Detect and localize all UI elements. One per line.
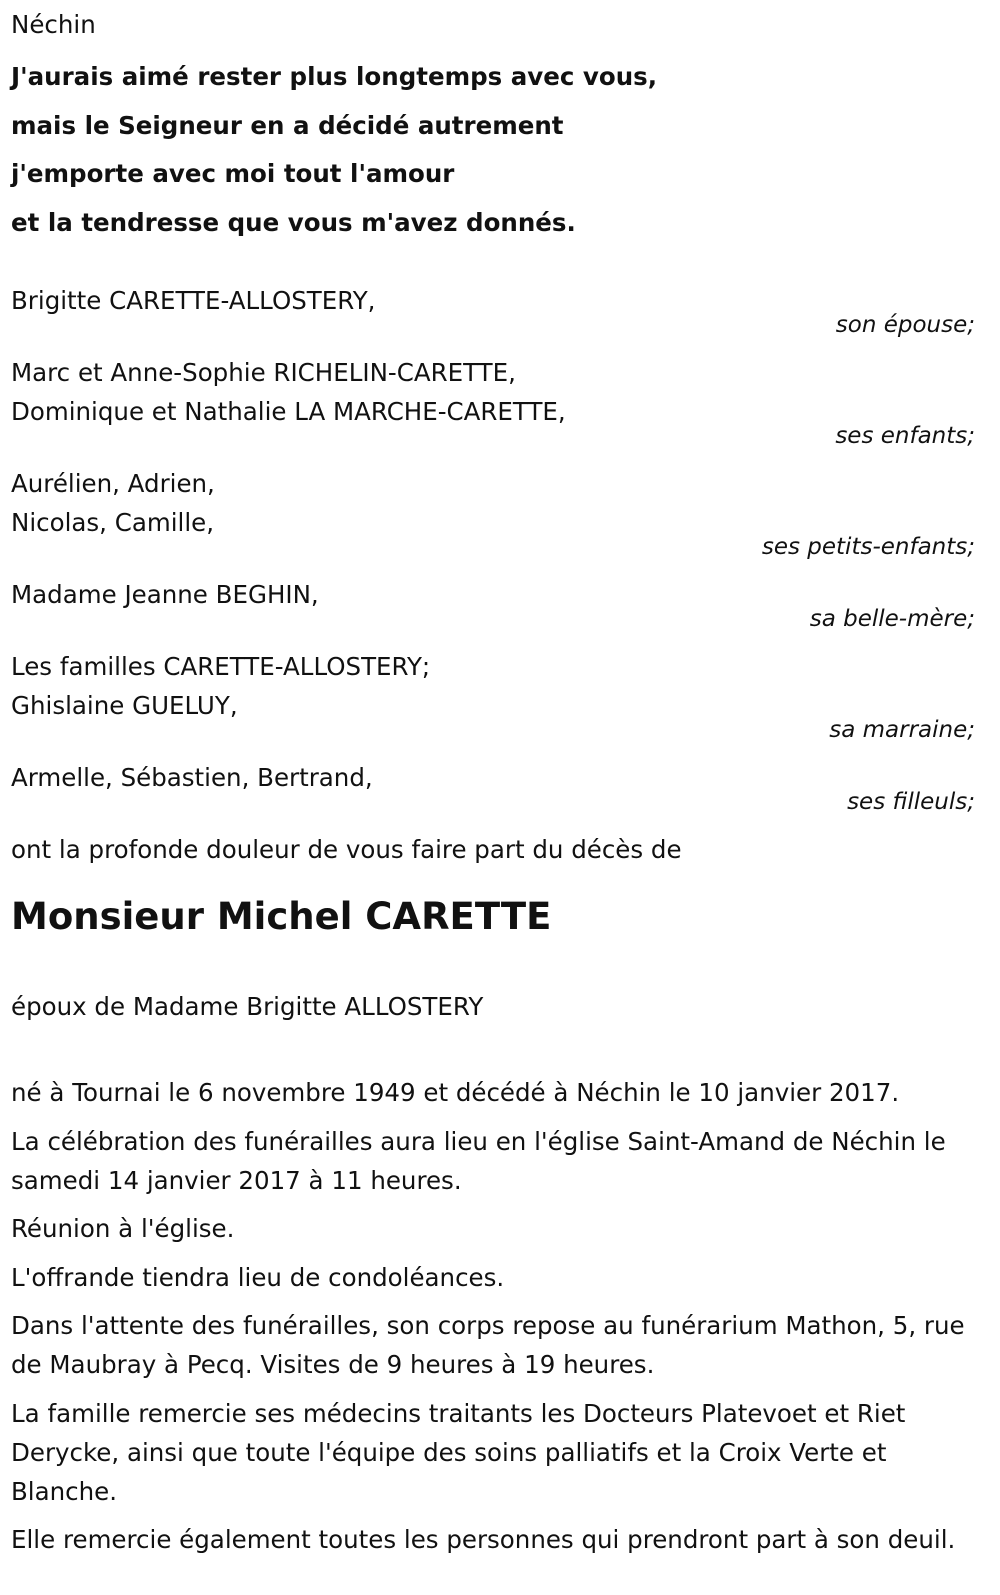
family-group-children bbox=[11, 353, 975, 448]
family-member-name: Marc et Anne-Sophie RICHELIN-CARETTE, bbox=[11, 358, 516, 387]
spouse-line: époux de Madame Brigitte ALLOSTERY bbox=[11, 992, 484, 1021]
family-role: ses petits-enfants; bbox=[761, 534, 975, 560]
deceased-name: Monsieur Michel CARETTE bbox=[11, 895, 552, 938]
family-group-spouse bbox=[11, 281, 975, 337]
family-role: sa marraine; bbox=[829, 717, 975, 743]
detail-paragraph: Elle remercie également toutes les personnes qui prendront part à son deuil. bbox=[11, 1525, 956, 1554]
family-group-grandchildren bbox=[11, 464, 975, 559]
family-member-name: Ghislaine GUELUY, bbox=[11, 691, 238, 720]
family-role: ses enfants; bbox=[835, 423, 975, 449]
poem-line: j'emporte avec moi tout l'amour bbox=[11, 159, 455, 188]
detail-paragraph: Réunion à l'église. bbox=[11, 1214, 235, 1243]
location-heading: Néchin bbox=[11, 10, 96, 39]
family-group-mother-in-law bbox=[11, 575, 975, 631]
family-member-name: Armelle, Sébastien, Bertrand, bbox=[11, 763, 373, 792]
family-member-name: Brigitte CARETTE-ALLOSTERY, bbox=[11, 286, 376, 315]
family-member-name: Dominique et Nathalie LA MARCHE-CARETTE, bbox=[11, 397, 566, 426]
detail-paragraph: La célébration des funérailles aura lieu en l'église Saint-Amand de Néchin le samedi 14 janvier 2017 à 11 heures. bbox=[11, 1126, 946, 1195]
poem-verse bbox=[11, 53, 975, 247]
family-group-godchildren bbox=[11, 758, 975, 814]
detail-paragraph: né à Tournai le 6 novembre 1949 et décédé à Néchin le 10 janvier 2017. bbox=[11, 1078, 900, 1107]
family-list bbox=[11, 281, 975, 814]
family-role: son épouse; bbox=[835, 312, 975, 338]
funeral-details bbox=[11, 1073, 975, 1559]
family-member-name: Les familles CARETTE-ALLOSTERY; bbox=[11, 652, 431, 681]
obituary-notice bbox=[11, 0, 975, 1569]
detail-paragraph: Dans l'attente des funérailles, son corps repose au funérarium Mathon, 5, rue de Maubray à Pecq. Visites de 9 heures à 19 heures. bbox=[11, 1311, 965, 1379]
poem-line: J'aurais aimé rester plus longtemps avec vous, bbox=[11, 62, 658, 91]
family-group-godmother bbox=[11, 647, 975, 742]
family-role: ses filleuls; bbox=[847, 789, 975, 815]
family-role: sa belle-mère; bbox=[809, 606, 975, 632]
detail-paragraph: L'offrande tiendra lieu de condoléances. bbox=[11, 1262, 505, 1292]
poem-line: mais le Seigneur en a décidé autrement bbox=[11, 110, 564, 140]
family-member-name: Aurélien, Adrien, bbox=[11, 469, 215, 498]
announcement-text: ont la profonde douleur de vous faire part du décès de bbox=[11, 835, 682, 864]
poem-line: et la tendresse que vous m'avez donnés. bbox=[11, 207, 576, 237]
family-member-name: Madame Jeanne BEGHIN, bbox=[11, 580, 319, 609]
detail-paragraph: La famille remercie ses médecins traitants les Docteurs Platevoet et Riet Derycke, ainsi que toute l'équipe des soins palliatifs et la Croix Verte et Blanche. bbox=[11, 1398, 906, 1506]
family-member-name: Nicolas, Camille, bbox=[11, 508, 215, 537]
